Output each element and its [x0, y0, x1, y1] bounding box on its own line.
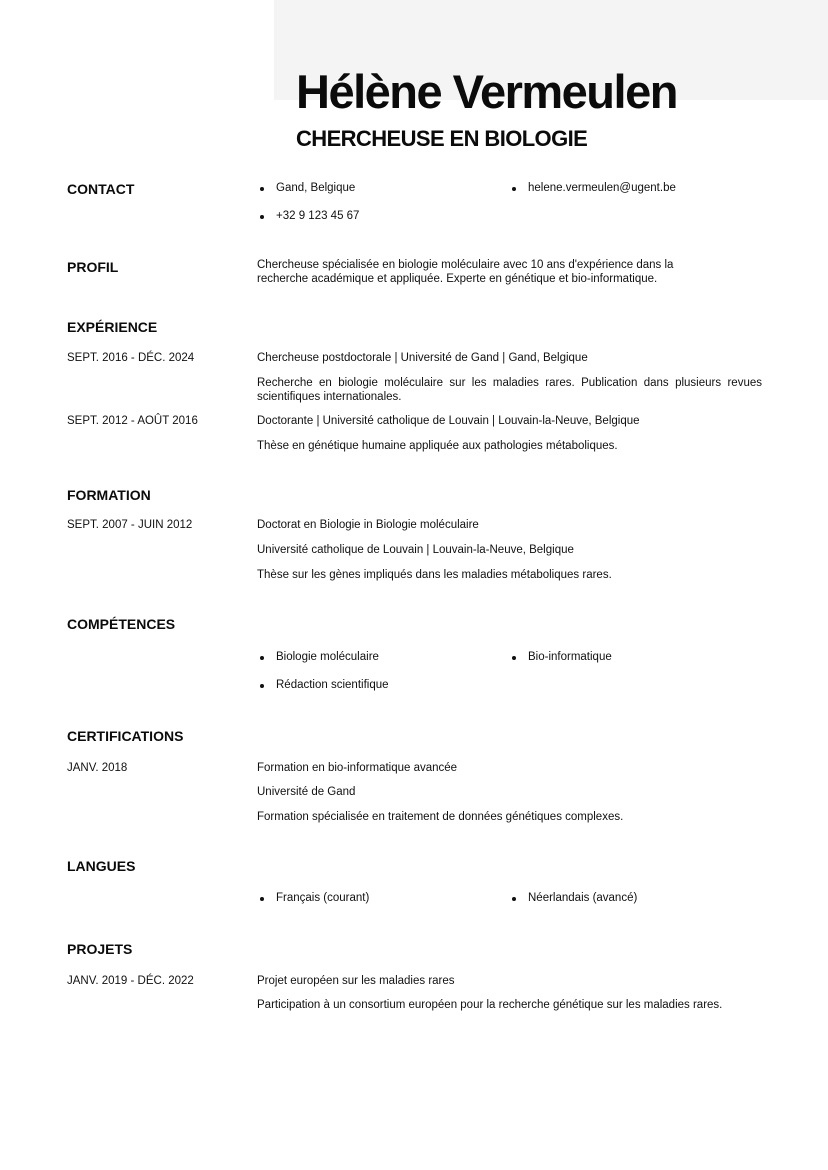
skill-item-text: Biologie moléculaire [276, 651, 379, 663]
bullet-icon [512, 656, 516, 660]
candidate-name: Hélène Vermeulen [296, 65, 677, 118]
job-title: CHERCHEUSE EN BIOLOGIE [296, 126, 588, 151]
project-description: Participation à un consortium européen pour la recherche génétique sur les maladies rares. [257, 999, 723, 1011]
experience-description: Recherche en biologie moléculaire sur les maladies rares. Publication dans plusieurs revues scientifiques internationales. [257, 377, 762, 403]
formation-dates: SEPT. 2007 - JUIN 2012 [67, 519, 193, 531]
project-dates: JANV. 2019 - DÉC. 2022 [67, 975, 194, 987]
experience-heading: Chercheuse postdoctorale | Université de Gand | Gand, Belgique [257, 352, 588, 364]
contact-email-text[interactable]: helene.vermeulen@ugent.be [528, 182, 676, 194]
skill-item-text: Rédaction scientifique [276, 679, 389, 691]
language-item [510, 892, 637, 904]
skill-item [258, 651, 379, 663]
section-label-contact: CONTACT [67, 181, 135, 197]
experience-description: Thèse en génétique humaine appliquée aux pathologies métaboliques. [257, 440, 618, 452]
section-label-langues: LANGUES [67, 858, 136, 874]
contact-email[interactable] [510, 182, 676, 194]
section-label-formation: FORMATION [67, 487, 151, 503]
certification-issuer: Université de Gand [257, 786, 356, 798]
section-label-profil: PROFIL [67, 259, 119, 275]
section-label-experience: EXPÉRIENCE [67, 319, 158, 335]
contact-location-text: Gand, Belgique [276, 182, 356, 194]
skill-item [510, 651, 612, 663]
contact-phone [258, 210, 359, 222]
certification-dates: JANV. 2018 [67, 762, 128, 774]
project-name: Projet européen sur les maladies rares [257, 975, 455, 987]
bullet-icon [260, 684, 264, 688]
bullet-icon [260, 187, 264, 191]
certification-description: Formation spécialisée en traitement de données génétiques complexes. [257, 811, 624, 823]
formation-description: Thèse sur les gènes impliqués dans les maladies métaboliques rares. [257, 569, 612, 581]
formation-degree: Doctorat en Biologie in Biologie moléculaire [257, 519, 479, 531]
section-label-projets: PROJETS [67, 941, 133, 957]
skill-item-text: Bio-informatique [528, 651, 612, 663]
contact-location [258, 182, 355, 194]
section-label-competences: COMPÉTENCES [67, 616, 176, 632]
bullet-icon [260, 897, 264, 901]
experience-dates: SEPT. 2016 - DÉC. 2024 [67, 352, 195, 364]
certification-name: Formation en bio-informatique avancée [257, 762, 458, 774]
formation-school: Université catholique de Louvain | Louvain-la-Neuve, Belgique [257, 544, 574, 556]
language-item-text: Français (courant) [276, 892, 370, 904]
skill-item [258, 679, 389, 691]
bullet-icon [260, 215, 264, 219]
bullet-icon [260, 656, 264, 660]
section-label-certifications: CERTIFICATIONS [67, 728, 184, 744]
contact-phone-text: +32 9 123 45 67 [276, 210, 360, 222]
profil-text: Chercheuse spécialisée en biologie moléculaire avec 10 ans d'expérience dans la recherche académique et appliquée. Experte en génétique et bio-informatique. [257, 259, 674, 285]
language-item-text: Néerlandais (avancé) [528, 892, 638, 904]
experience-dates: SEPT. 2012 - AOÛT 2016 [67, 415, 198, 427]
bullet-icon [512, 897, 516, 901]
experience-heading: Doctorante | Université catholique de Louvain | Louvain-la-Neuve, Belgique [257, 415, 640, 427]
bullet-icon [512, 187, 516, 191]
language-item [258, 892, 369, 904]
